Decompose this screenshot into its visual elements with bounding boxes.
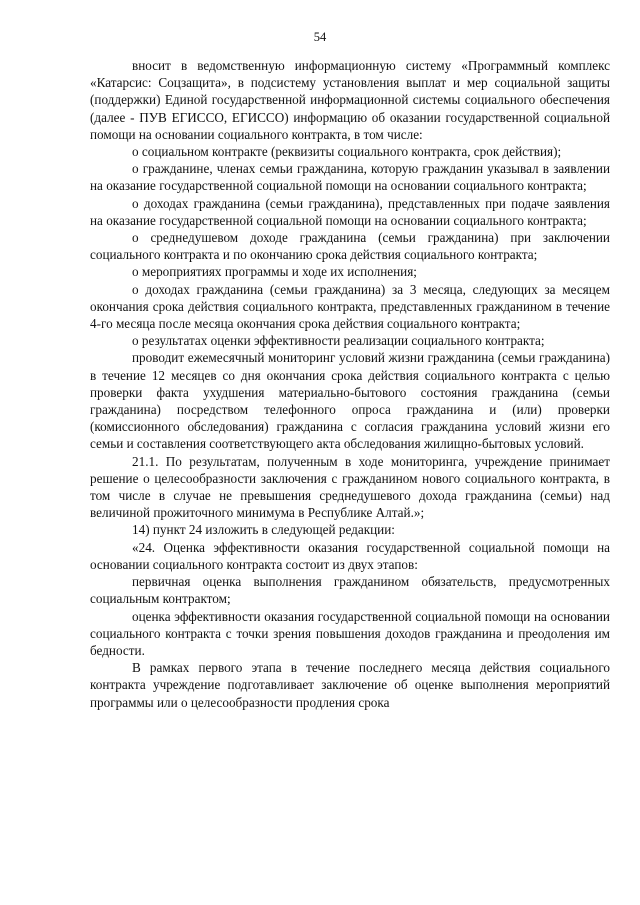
- paragraph-evaluation-results: о результатах оценки эффективности реализации социального контракта;: [132, 333, 545, 349]
- paragraph-income-after-contract: о доходах гражданина (семьи гражданина) за 3 месяца, следующих за месяцем окончания срока действия социального контракта, представленных гражданином в течение 4-го месяца после месяца окончания срока действия социального контракта;: [90, 281, 610, 332]
- paragraph-21-1: 21.1. По результатам, полученным в ходе мониторинга, учреждение принимает решение о целесообразности заключения с гражданином нового социального контракта, в том числе в случае не превышения среднедушевого дохода гражданина (семьи) над величиной прожиточного минимума в Республике Алтай.»;: [90, 453, 610, 521]
- paragraph-item-24: «24. Оценка эффективности оказания государственной социальной помощи на основании социального контракта состоит из двух этапов:: [90, 539, 610, 572]
- paragraph-primary-evaluation: первичная оценка выполнения гражданином обязательств, предусмотренных социальным контрактом;: [90, 574, 610, 607]
- paragraph-average-income: о среднедушевом доходе гражданина (семьи гражданина) при заключении социального контракта и по окончанию срока действия социального контракта;: [90, 230, 610, 263]
- paragraph-citizen-family: о гражданине, членах семьи гражданина, которую гражданин указывал в заявлении на оказание государственной социальной помощи на основании социального контракта;: [90, 161, 610, 194]
- paragraph-effectiveness-evaluation: оценка эффективности оказания государственной социальной помощи на основании социального контракта с точки зрения повышения доходов гражданина и преодоления им бедности.: [90, 608, 610, 658]
- document-body: [90, 57, 610, 711]
- paragraph-item-14: 14) пункт 24 изложить в следующей редакции:: [132, 522, 395, 538]
- paragraph-contract-details: о социальном контракте (реквизиты социального контракта, срок действия);: [132, 144, 562, 160]
- paragraph-monthly-monitoring: проводит ежемесячный мониторинг условий жизни гражданина (семьи гражданина) в течение 12 месяцев со дня окончания срока действия социального контракта с целью проверки факта ухудшения материально-бытового состояния гражданина (семьи гражданина) посредством телефонного опроса гражданина и (или) проверки (комиссионного обследования) гражданина с согласия гражданина условий жизни его семьи и составления соответствующего акта обследования жилищно-бытовых условий.: [90, 350, 610, 452]
- paragraph-first-stage: В рамках первого этапа в течение последнего месяца действия социального контракта учреждение подготавливает заключение об оценке выполнения мероприятий программы или о целесообразности продления срока: [90, 660, 610, 710]
- paragraph-income-application: о доходах гражданина (семьи гражданина), представленных при подаче заявления на оказание государственной социальной помощи на основании социального контракта;: [90, 195, 610, 228]
- paragraph-program-activities: о мероприятиях программы и ходе их исполнения;: [132, 264, 417, 280]
- page-number: 54: [313, 30, 327, 44]
- paragraph-registry-input: вносит в ведомственную информационную систему «Программный комплекс «Катарсис: Соцзащита», в подсистему установления выплат и мер социальной защиты (поддержки) Единой государственной информационной системы социального обеспечения (далее - ПУВ ЕГИССО, ЕГИССО) информацию об оказании государственной социальной помощи на основании социального контракта, в том числе:: [90, 58, 610, 142]
